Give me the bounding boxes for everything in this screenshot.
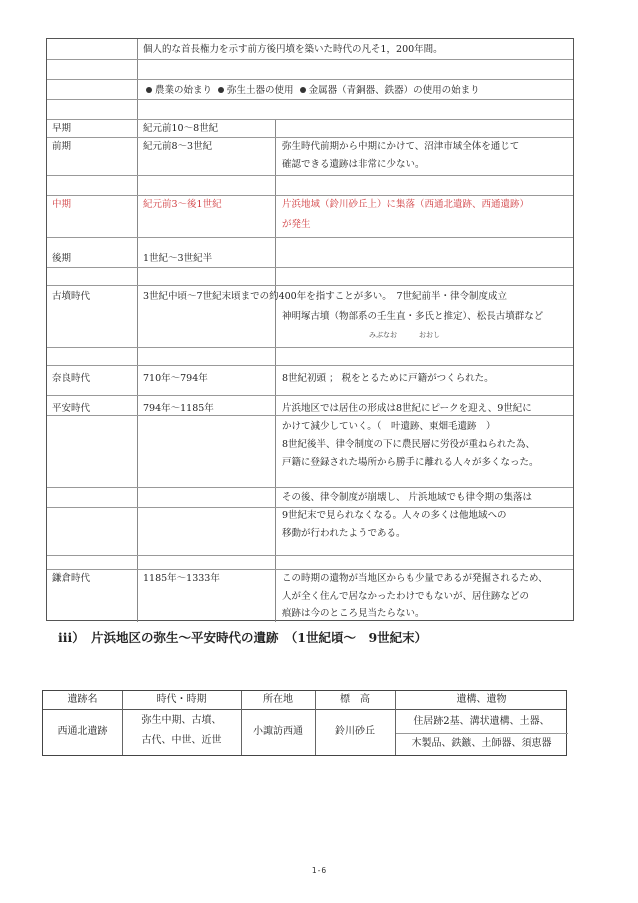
header-site-name: 遺跡名 [67, 694, 98, 705]
note-first-line: 弥生時代前期から中期にかけて、沼津市域全体を通じて [282, 141, 520, 152]
date-kamakura: 1185年～1333年 [143, 573, 220, 584]
section-heading: ⅲ） 片浜地区の弥生～平安時代の遺跡 （1世紀頃～ 9世紀末） [58, 630, 428, 645]
table-row [47, 119, 573, 137]
table-row [47, 347, 573, 365]
note-heian-line: 片浜地区では居住の形成は8世紀にピークを迎え、9世紀に [282, 403, 532, 414]
header-features: 遺構、遺物 [456, 694, 507, 705]
site-table [42, 690, 567, 756]
date-late: 1世紀～3世紀半 [143, 253, 213, 264]
bullet-icon [146, 87, 152, 93]
period-first: 前期 [52, 141, 72, 152]
site-features-line: 木製品、鉄鏃、土師器、須恵器 [411, 738, 552, 749]
table-row [47, 555, 573, 569]
period-kofun: 古墳時代 [52, 291, 91, 302]
note-middle-line: 片浜地域（鈴川砂丘上）に集落（西通北遺跡、西通遺跡） [282, 199, 530, 210]
site-elevation: 鈴川砂丘 [335, 726, 375, 737]
kofun-note: 神明塚古墳（物部系の壬生直・多氏と推定）、松長古墳群など [282, 311, 544, 322]
note-kamakura-line: 痕跡は今のところ見当たらない。 [282, 608, 425, 619]
note-heian-line: その後、律令制度が崩壊し、 片浜地域でも律令期の集落は [282, 492, 533, 503]
note-heian-line: 移動が行われたようである。 [282, 528, 406, 539]
ruby-mibunao: みぶなお [369, 331, 397, 339]
bullet-icon [300, 87, 306, 93]
kofun-text: 3世紀中頃～7世紀末頃までの約400年を指すことが多い。 7世紀前半・律令制度成立 [143, 291, 508, 302]
bullet-icon [218, 87, 224, 93]
timeline-table [46, 38, 574, 621]
note-heian-line: 8世紀後半、律令制度の下に農民層に労役が重ねられた為、 [282, 439, 536, 450]
page-number: 1-6 [311, 866, 327, 875]
note-kamakura-line: この時期の遺物が当地区からも少量であるが発掘されるため、 [282, 573, 548, 584]
header-era: 時代・時期 [156, 694, 207, 705]
header-elevation: 標 高 [340, 694, 370, 705]
table-row [47, 59, 573, 79]
date-nara: 710年～794年 [143, 373, 208, 384]
period-nara: 奈良時代 [52, 373, 91, 384]
date-heian: 794年～1185年 [143, 403, 214, 414]
date-early: 紀元前10～8世紀 [143, 123, 219, 134]
yayoi-features: 農業の始まり 弥生土器の使用 金属器（青銅器、鉄器）の使用の始まり [143, 85, 480, 97]
site-era-line: 弥生中期、古墳、 [141, 715, 222, 726]
period-heian: 平安時代 [52, 403, 91, 414]
note-heian-line: かけて減少していく。（ 叶遺跡、東畑毛遺跡 ） [282, 421, 496, 432]
note-first-line: 確認できる遺跡は非常に少ない。 [282, 159, 425, 170]
date-first: 紀元前8～3世紀 [143, 141, 213, 152]
note-nara: 8世紀初頭 ； 税をとるために戸籍がつくられた。 [282, 373, 494, 384]
period-late: 後期 [52, 253, 72, 264]
site-location: 小諏訪西通 [253, 726, 303, 737]
table-row [47, 237, 573, 267]
ruby-ooshi: おおし [419, 331, 440, 339]
table-row [47, 99, 573, 119]
header-location: 所在地 [263, 694, 293, 705]
table-row [47, 267, 573, 285]
note-kamakura-line: 人が全く住んで居なかったわけでもないが、居住跡などの [282, 591, 530, 602]
site-features-line: 住居跡2基、溝状遺構、土器、 [413, 716, 550, 727]
period-early: 早期 [52, 123, 72, 134]
table-row [47, 175, 573, 195]
cell-divider [395, 733, 568, 734]
site-era-line: 古代、中世、近世 [141, 735, 222, 746]
site-name: 西通北遺跡 [57, 726, 108, 737]
yayoi-summary: 個人的な首長権力を示す前方後円墳を築いた時代の凡そ1，200年間。 [143, 44, 443, 55]
date-middle: 紀元前3～後1世紀 [143, 199, 222, 210]
note-middle-line: が発生 [282, 219, 311, 230]
note-heian-line: 9世紀末で見られなくなる。人々の多くは他地域への [282, 510, 507, 521]
note-heian-line: 戸籍に登録された場所から勝手に離れる人々が多くなった。 [282, 457, 539, 468]
period-middle: 中期 [52, 199, 72, 210]
period-kamakura: 鎌倉時代 [52, 573, 91, 584]
